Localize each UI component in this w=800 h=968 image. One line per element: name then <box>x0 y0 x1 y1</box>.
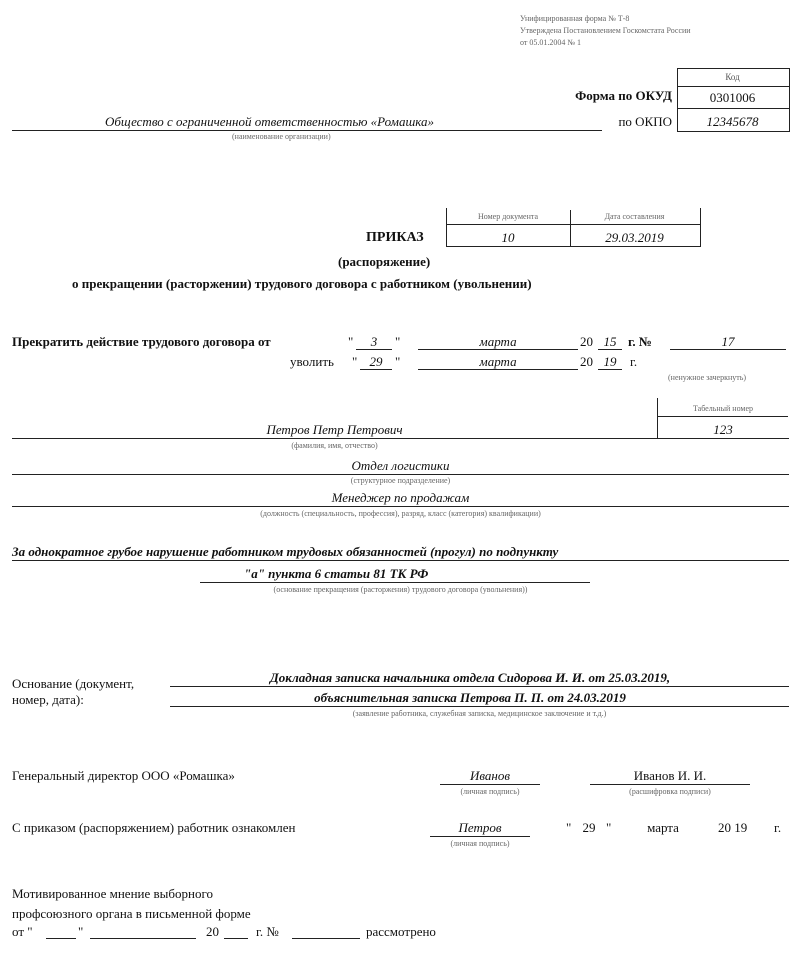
okud-value: 0301006 <box>709 90 756 105</box>
employee-name: Петров Петр Петрович <box>266 422 403 437</box>
order-subtitle-1: (распоряжение) <box>338 254 431 269</box>
tab-number: 123 <box>713 422 733 437</box>
director-name: Иванов И. И. <box>633 768 707 783</box>
director-name-caption: (расшифровка подписи) <box>629 787 711 796</box>
dismiss-year-suffix: г. <box>630 354 638 369</box>
grounds-caption: (основание прекращения (расторжения) трудового договора (увольнения)) <box>273 585 528 594</box>
union-line-3-year: 20 <box>206 924 219 939</box>
order-subtitle-2: о прекращении (расторжении) трудового договора с работником (увольнении) <box>72 276 532 291</box>
contract-month: марта <box>479 334 517 349</box>
contract-number: 17 <box>721 334 735 349</box>
employee-department: Отдел логистики <box>351 458 450 473</box>
ack-signature-caption: (личная подпись) <box>450 839 510 848</box>
union-line-3-mid: " <box>78 924 84 939</box>
dismiss-caption: (ненужное зачеркнуть) <box>668 373 747 382</box>
contract-no-label: г. № <box>628 334 653 349</box>
header-note-line-3: от 05.01.2004 № 1 <box>520 38 582 47</box>
employee-position-caption: (должность (специальность, профессия), разряд, класс (категория) квалификации) <box>260 509 541 518</box>
organization-name: Общество с ограниченной ответственностью «Ромашка» <box>105 114 435 129</box>
contract-year: 15 <box>603 334 617 349</box>
employee-name-caption: (фамилия, имя, отчество) <box>291 441 378 450</box>
basis-doc-1: Докладная записка начальника отдела Сидорова И. И. от 25.03.2019, <box>269 670 671 685</box>
union-line-2: профсоюзного органа в письменной форме <box>12 906 251 921</box>
contract-day: 3 <box>370 334 378 349</box>
basis-label-1: Основание (документ, <box>12 676 135 691</box>
director-label: Генеральный директор ООО «Ромашка» <box>12 768 235 783</box>
order-title: ПРИКАЗ <box>366 230 424 245</box>
ack-month: марта <box>647 820 679 835</box>
employee-name-line <box>12 438 789 439</box>
grounds-text-2: "а" пункта 6 статьи 81 ТК РФ <box>244 566 429 581</box>
ack-label: С приказом (распоряжением) работник ознакомлен <box>12 820 296 835</box>
codes-divider <box>677 86 789 87</box>
organization-caption: (наименование организации) <box>232 132 331 141</box>
codes-divider <box>677 108 789 109</box>
dismiss-day: 29 <box>369 354 383 369</box>
header-note-line-1: Унифицированная форма № Т-8 <box>520 14 630 23</box>
header-note-line-2: Утверждена Постановлением Госкомстата России <box>520 26 691 35</box>
organization-line <box>12 130 602 131</box>
director-signature: Иванов <box>469 768 511 783</box>
grounds-text-1: За однократное грубое нарушение работником трудовых обязанностей (прогул) по подпункту <box>12 544 559 559</box>
order-box-divider <box>446 224 700 225</box>
okpo-label: по ОКПО <box>618 114 672 129</box>
dismiss-month: марта <box>479 354 517 369</box>
contract-year-prefix: 20 <box>580 334 593 349</box>
ack-day: 29 <box>582 820 596 835</box>
doc-number-label: Номер документа <box>477 212 538 221</box>
basis-doc-2: объяснительная записка Петрова П. П. от 24.03.2019 <box>314 690 626 705</box>
dismiss-year: 19 <box>603 354 617 369</box>
union-line-1: Мотивированное мнение выборного <box>12 886 213 901</box>
doc-date-label: Дата составления <box>604 212 665 221</box>
union-line-3-suffix: рассмотрено <box>366 924 436 939</box>
director-signature-caption: (личная подпись) <box>460 787 520 796</box>
okpo-value: 12345678 <box>706 114 759 129</box>
union-line-3-no: г. № <box>256 924 279 939</box>
terminate-label: Прекратить действие трудового договора от <box>12 334 271 349</box>
okud-label: Форма по ОКУД <box>575 88 672 103</box>
basis-caption: (заявление работника, служебная записка, медицинское заключение и т.д.) <box>352 709 607 718</box>
employee-position: Менеджер по продажам <box>331 490 470 505</box>
union-line-3-prefix: от " <box>12 924 33 939</box>
code-label: Код <box>725 72 740 82</box>
order-date: 29.03.2019 <box>605 230 664 245</box>
order-number: 10 <box>501 230 515 245</box>
employee-department-caption: (структурное подразделение) <box>350 476 451 485</box>
dismiss-year-prefix: 20 <box>580 354 593 369</box>
dismiss-label: уволить <box>290 354 334 369</box>
ack-year-suffix: г. <box>774 820 782 835</box>
basis-label-2: номер, дата): <box>12 692 84 707</box>
ack-signature: Петров <box>458 820 502 835</box>
ack-year: 20 19 <box>718 820 748 835</box>
tab-number-label: Табельный номер <box>692 404 754 413</box>
